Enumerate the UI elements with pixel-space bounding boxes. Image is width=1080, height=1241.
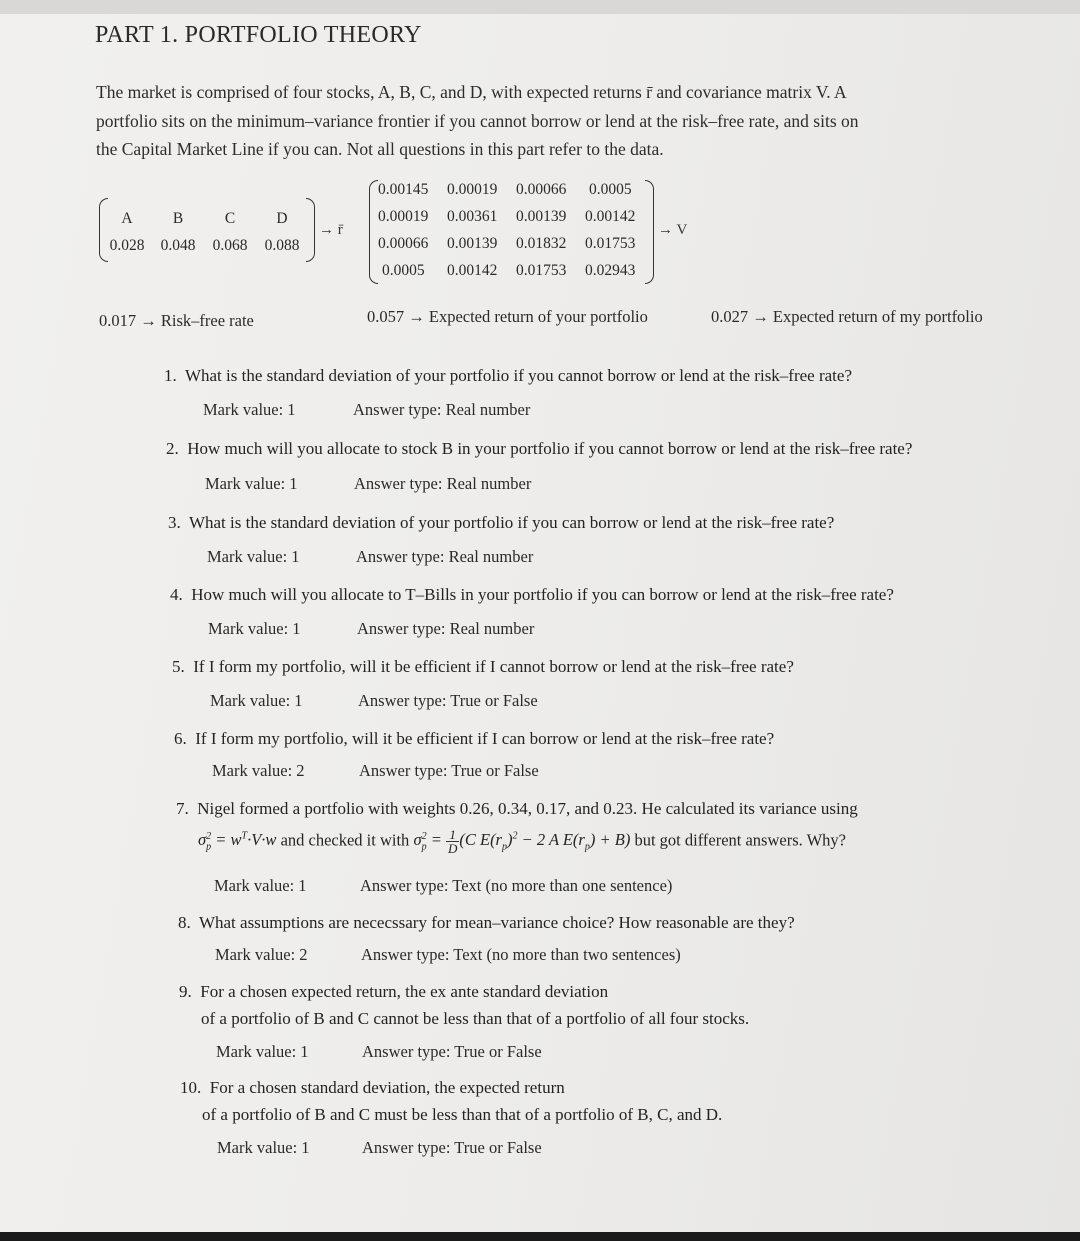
your-expected-return: 0.057 → Expected return of your portfolio [367, 307, 648, 326]
question-text: If I form my portfolio, will it be efficient if I cannot borrow or lend at the risk–free rate? [193, 657, 794, 676]
mark-value: Mark value: 1 [207, 547, 300, 566]
matrix-cell: 0.00019 [447, 181, 498, 198]
section-title: PART 1. PORTFOLIO THEORY [95, 22, 422, 48]
question-5 [172, 657, 794, 677]
matrix-cell: 0.00145 [378, 181, 429, 198]
matrix-cell: 0.00066 [378, 235, 429, 252]
question-3 [168, 513, 834, 533]
returns-value: 0.048 [160, 237, 196, 254]
question-text: What assumptions are nececssary for mean–variance choice? How reasonable are they? [198, 913, 795, 932]
question-number: 9. [179, 982, 192, 1001]
answer-type: Answer type: Real number [357, 619, 535, 638]
question-6 [174, 729, 774, 749]
question-number: 2. [166, 439, 179, 458]
question-1 [164, 366, 852, 386]
question-text: Nigel formed a portfolio with weights 0.26, 0.34, 0.17, and 0.23. He calculated its variance using [197, 799, 858, 818]
mark-value: Mark value: 2 [215, 945, 308, 964]
variance-formula-2: $\sigma_p^2 = 1$ D (C $E(r_p)^2 - 2$ A $E(r_p) + B$) [413, 827, 631, 856]
mark-value: Mark value: 1 [210, 691, 303, 710]
question-number: 7. [176, 799, 189, 818]
risk-free-rate: 0.017 → Risk–free rate [99, 311, 254, 330]
question-9-line-2: of a portfolio of B and C cannot be less than that of a portfolio of all four stocks. [201, 1009, 750, 1028]
matrix-cell: 0.01832 [516, 235, 567, 252]
question-10 [180, 1078, 565, 1098]
formula-connector: and checked it with [280, 830, 410, 850]
my-expected-return: 0.027 → Expected return of my portfolio [711, 307, 983, 326]
intro-paragraph: The market is comprised of four stocks, A, B, C, and D, with expected returns r̄ and covariance matrix V. A portfolio sits on the minimum–variance frontier if you cannot borrow or lend at the risk–free rate, and sits on the Capital Market Line if you can. Not all questions in this part refer to the data. [96, 82, 859, 159]
mark-value: Mark value: 1 [217, 1138, 310, 1157]
variance-formula-1: $\sigma_p^2 = w^T\cdot V\cdot w$ [198, 830, 277, 853]
page-top-edge [0, 0, 1080, 14]
question-number: 5. [172, 657, 185, 676]
answer-type: Answer type: True or False [362, 1042, 542, 1061]
question-text-continued: but got different answers. Why? [634, 830, 846, 850]
question-number: 6. [174, 729, 187, 748]
matrix-cell: 0.00142 [447, 262, 498, 279]
question-text: How much will you allocate to T–Bills in your portfolio if you can borrow or lend at the risk–free rate? [191, 585, 894, 604]
question-2 [166, 439, 912, 459]
returns-header: C [224, 210, 236, 227]
matrix-cell: 0.00019 [378, 208, 429, 225]
matrix-cell: 0.01753 [585, 235, 636, 252]
answer-type: Answer type: Real number [354, 474, 532, 493]
question-4 [170, 585, 894, 605]
returns-value: 0.028 [109, 237, 145, 254]
matrix-cell: 0.02943 [585, 262, 636, 279]
answer-type: Answer type: Text (no more than one sentence) [360, 876, 673, 895]
covariance-label: → V [658, 222, 688, 238]
returns-header: A [121, 210, 133, 227]
returns-value: 0.068 [212, 237, 248, 254]
mark-value: Mark value: 1 [203, 400, 296, 419]
question-8 [178, 913, 795, 933]
question-number: 4. [170, 585, 183, 604]
question-text: What is the standard deviation of your portfolio if you cannot borrow or lend at the risk–free rate? [184, 366, 852, 385]
matrix-cell: 0.00139 [447, 235, 498, 252]
mark-value: Mark value: 2 [212, 761, 305, 780]
matrix-cell: 0.00139 [516, 208, 567, 225]
question-text: If I form my portfolio, will it be efficient if I can borrow or lend at the risk–free rate? [195, 729, 775, 748]
returns-header: B [172, 210, 184, 227]
answer-type: Answer type: True or False [362, 1138, 542, 1157]
question-number: 1. [164, 366, 177, 385]
mark-value: Mark value: 1 [214, 876, 307, 895]
question-number: 10. [180, 1078, 202, 1097]
question-7-formula-line [198, 828, 846, 855]
matrix-cell: 0.01753 [516, 262, 567, 279]
answer-type: Answer type: True or False [358, 691, 538, 710]
question-text: What is the standard deviation of your portfolio if you can borrow or lend at the risk–free rate? [188, 513, 835, 532]
mark-value: Mark value: 1 [216, 1042, 309, 1061]
matrix-cell: 0.00066 [516, 181, 567, 198]
matrix-cell: 0.0005 [382, 262, 425, 279]
matrix-cell: 0.0005 [589, 181, 632, 198]
mark-value: Mark value: 1 [208, 619, 301, 638]
answer-type: Answer type: Real number [356, 547, 534, 566]
question-text: For a chosen standard deviation, the expected return [209, 1078, 565, 1097]
matrix-cell: 0.00361 [447, 208, 498, 225]
mark-value: Mark value: 1 [205, 474, 298, 493]
question-text: For a chosen expected return, the ex ante standard deviation [200, 982, 609, 1001]
answer-type: Answer type: Real number [353, 400, 531, 419]
question-7 [176, 799, 858, 819]
matrix-cell: 0.00142 [585, 208, 636, 225]
returns-label: → r̄ [319, 222, 343, 238]
answer-type: Answer type: Text (no more than two sentences) [361, 945, 681, 964]
returns-header: D [276, 210, 288, 227]
returns-value: 0.088 [264, 237, 300, 254]
question-number: 8. [178, 913, 191, 932]
question-text: How much will you allocate to stock B in your portfolio if you cannot borrow or lend at the risk–free rate? [187, 439, 913, 458]
answer-type: Answer type: True or False [359, 761, 539, 780]
question-number: 3. [168, 513, 181, 532]
question-9 [179, 982, 608, 1002]
left-paren [369, 180, 378, 284]
question-10-line-2: of a portfolio of B and C must be less than that of a portfolio of B, C, and D. [202, 1105, 723, 1124]
